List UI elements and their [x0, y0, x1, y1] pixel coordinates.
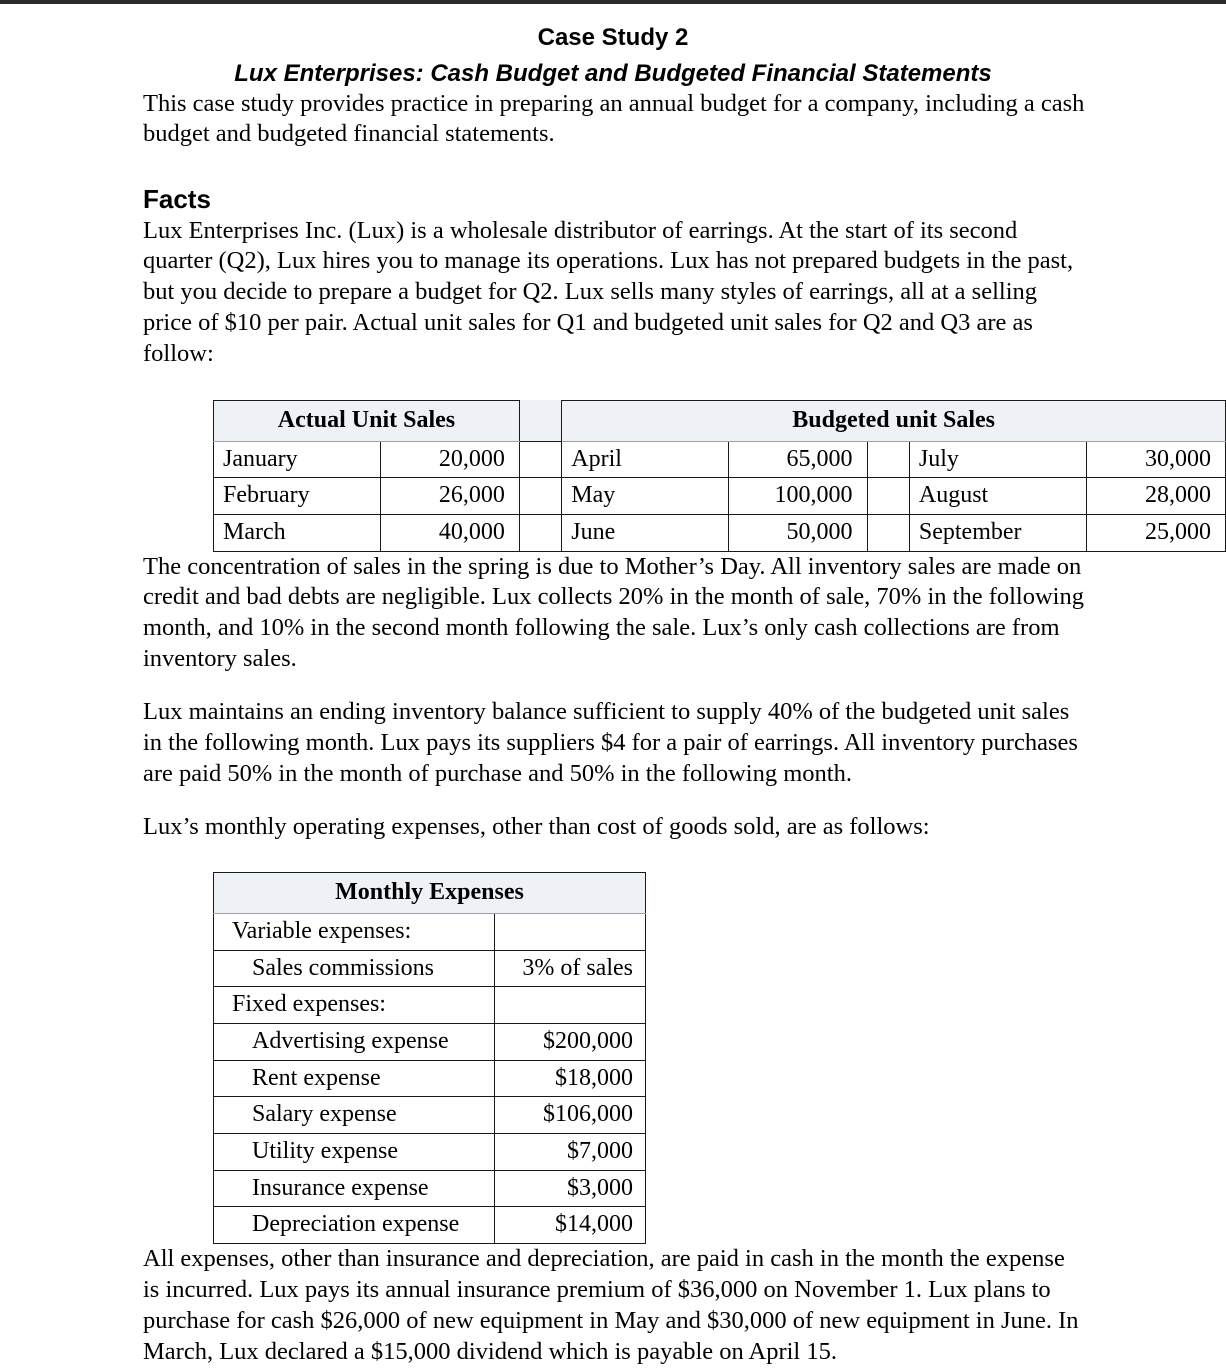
table-row: [214, 1207, 646, 1244]
cell-spacer-right: [867, 441, 909, 478]
cell-expense-label: Advertising expense: [214, 1024, 495, 1061]
spacer: [0, 370, 1226, 400]
cell-q2-units: 50,000: [728, 514, 867, 551]
cell-expense-label: Utility expense: [214, 1134, 495, 1171]
closing-section: [0, 1244, 1226, 1367]
cell-q3-month: July: [909, 441, 1086, 478]
table-row: [214, 987, 646, 1024]
cell-spacer-left: [519, 441, 561, 478]
table-row: [214, 441, 1226, 478]
facts-section-continued: [0, 552, 1226, 843]
cell-q3-units: 25,000: [1087, 514, 1226, 551]
cell-q3-units: 28,000: [1087, 478, 1226, 515]
cell-spacer-right: [867, 514, 909, 551]
monthly-expenses-table-head: [214, 873, 646, 914]
cell-spacer-left: [519, 478, 561, 515]
closing-paragraph: All expenses, other than insurance and depreciation, are paid in cash in the month the expense is incurred. Lux pays its annual insurance premium of $36,000 on November 1. Lux plans to purchase for cash $26,000 of new equipment in May and $30,000 of new equipment in June. In March, Lux declared a $15,000 dividend which is payable on April 15.: [143, 1245, 1079, 1365]
cell-expense-label: Fixed expenses:: [214, 987, 495, 1024]
cell-expense-amount: $200,000: [494, 1024, 645, 1061]
unit-sales-table-head: [214, 400, 1226, 441]
table-header-row: [214, 400, 1226, 441]
table-header-row: [214, 873, 646, 914]
cell-q1-month: February: [214, 478, 381, 515]
cell-q2-month: May: [562, 478, 728, 515]
expenses-lead-paragraph: Lux’s monthly operating expenses, other than cost of goods sold, are as follows:: [143, 812, 930, 840]
cell-q1-units: 40,000: [381, 514, 520, 551]
document-body: [0, 89, 1226, 151]
cell-expense-label: Sales commissions: [214, 950, 495, 987]
table-row: [214, 1097, 646, 1134]
page-subtitle: Lux Enterprises: Cash Budget and Budgeted Financial Statements: [234, 60, 992, 88]
cell-q2-units: 65,000: [728, 441, 867, 478]
section-heading-facts: Facts: [143, 184, 211, 215]
cell-q2-units: 100,000: [728, 478, 867, 515]
page-top-bar: [0, 0, 1226, 4]
table-row: [214, 950, 646, 987]
cell-expense-label: Depreciation expense: [214, 1207, 495, 1244]
table-row: [214, 514, 1226, 551]
cell-q3-month: August: [909, 478, 1086, 515]
monthly-expenses-table-body: [214, 914, 646, 1244]
cell-spacer-right: [867, 478, 909, 515]
cell-expense-amount: $18,000: [494, 1060, 645, 1097]
cell-expense-label: Salary expense: [214, 1097, 495, 1134]
page-title: Case Study 2: [537, 24, 689, 51]
monthly-expenses-table: [213, 872, 646, 1244]
cell-q3-units: 30,000: [1087, 441, 1226, 478]
cell-q1-month: January: [214, 441, 381, 478]
cell-q2-month: April: [562, 441, 728, 478]
cell-q1-units: 26,000: [381, 478, 520, 515]
cell-q3-month: September: [909, 514, 1086, 551]
company-paragraph: Lux Enterprises Inc. (Lux) is a wholesale distributor of earrings. At the start of its second quarter (Q2), Lux hires you to manage its operations. Lux has not prepared budgets in the past, but you decide to prepare a budget for Q2. Lux sells many styles of earrings, all at a selling price of $10 per pair. Actual unit sales for Q1 and budgeted unit sales for Q2 and Q3 are as follow:: [143, 216, 1074, 367]
spacer: [0, 842, 1226, 872]
table-row: [214, 914, 646, 951]
cell-q1-month: March: [214, 514, 381, 551]
cell-expense-label: Rent expense: [214, 1060, 495, 1097]
cell-expense-amount: [494, 987, 645, 1024]
cell-q2-month: June: [562, 514, 728, 551]
header-monthly-expenses: Monthly Expenses: [214, 873, 646, 914]
table-row: [214, 1170, 646, 1207]
monthly-expenses-table-wrapper: [0, 872, 1226, 1244]
header-budgeted-unit-sales: Budgeted unit Sales: [562, 400, 1226, 441]
cell-expense-label: Insurance expense: [214, 1170, 495, 1207]
inventory-paragraph: Lux maintains an ending inventory balance sufficient to supply 40% of the budgeted unit sales in the following month. Lux pays its suppliers $4 for a pair of earrings. All inventory purchases are paid 50% in the month of purchase and 50% in the following month.: [143, 697, 1078, 787]
table-row: [214, 1060, 646, 1097]
unit-sales-table-wrapper: [0, 400, 1226, 552]
cell-expense-amount: [494, 914, 645, 951]
cell-spacer-left: [519, 514, 561, 551]
table-row: [214, 1134, 646, 1171]
cell-q1-units: 20,000: [381, 441, 520, 478]
header-spacer: [519, 400, 561, 441]
cell-expense-amount: $7,000: [494, 1134, 645, 1171]
unit-sales-table: [213, 400, 1226, 552]
cell-expense-amount: 3% of sales: [494, 950, 645, 987]
table-row: [214, 1024, 646, 1061]
header-actual-unit-sales: Actual Unit Sales: [214, 400, 520, 441]
intro-paragraph: This case study provides practice in preparing an annual budget for a company, including a cash budget and budgeted financial statements.: [143, 89, 1085, 148]
cell-expense-amount: $14,000: [494, 1207, 645, 1244]
facts-section: [0, 150, 1226, 369]
cell-expense-amount: $3,000: [494, 1170, 645, 1207]
cell-expense-amount: $106,000: [494, 1097, 645, 1134]
cell-expense-label: Variable expenses:: [214, 914, 495, 951]
table-row: [214, 478, 1226, 515]
unit-sales-table-body: [214, 441, 1226, 551]
collections-paragraph: The concentration of sales in the spring is due to Mother’s Day. All inventory sales are made on credit and bad debts are negligible. Lux collects 20% in the month of sale, 70% in the following month, and 10% in the second month following the sale. Lux’s only cash collections are from inventory sales.: [143, 552, 1084, 673]
